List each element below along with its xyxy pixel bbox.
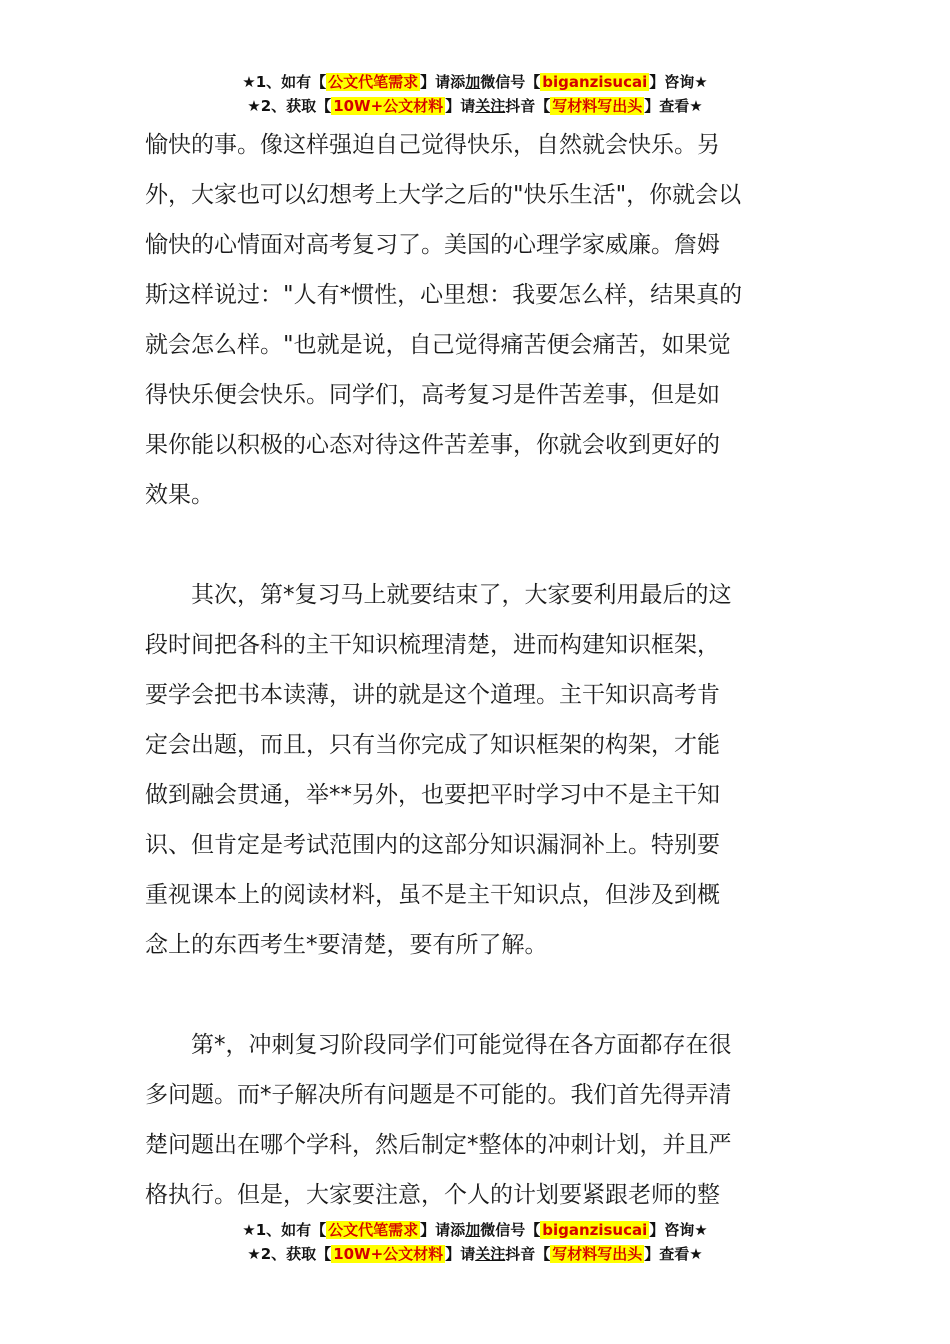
paragraph-spacer [145,970,810,1020]
text-line: 做到融会贯通，举**另外，也要把平时学习中不是主干知 [145,782,720,808]
text-line: 段时间把各科的主干知识梳理清楚，进而构建知识框架， [145,632,720,658]
paragraph-3 [145,1020,810,1220]
text-line: 愉快的心情面对高考复习了。美国的心理学家威廉。詹姆 [145,232,720,258]
text-line: 定会出题，而且，只有当你完成了知识框架的构架，才能 [145,732,720,758]
text-line: 就会怎么样。"也就是说，自己觉得痛苦便会痛苦，如果觉 [145,332,731,358]
document-body [145,120,810,1220]
text-line: 其次，第*复习马上就要结束了，大家要利用最后的这 [145,582,732,608]
highlight-wechat-id: biganzisucai [542,73,648,91]
text-line: 斯这样说过："人有*惯性，心里想：我要怎么样，结果真的 [145,282,743,308]
highlight-materials: 10W+公文材料 [333,97,444,115]
text-line: 效果。 [145,482,214,508]
highlight-service: 公文代笔需求 [328,1221,419,1239]
paragraph-2 [145,570,810,970]
highlight-douyin: 写材料写出头 [552,97,643,115]
banner-line-2: ★2、获取【 10W+公文材料 】请关注抖音【 写材料写出头 】查看★ [247,1245,703,1263]
text-line: 愉快的事。像这样强迫自己觉得快乐，自然就会快乐。另 [145,132,720,158]
text-line: 多问题。而*子解决所有问题是不可能的。我们首先得弄清 [145,1082,732,1108]
text-line: 念上的东西考生*要清楚，要有所了解。 [145,932,548,958]
text-line: 果你能以积极的心态对待这件苦差事，你就会收到更好的 [145,432,720,458]
text-line: 得快乐便会快乐。同学们，高考复习是件苦差事，但是如 [145,382,720,408]
text-line: 识、但肯定是考试范围内的这部分知识漏洞补上。特别要 [145,832,720,858]
paragraph-spacer [145,520,810,570]
footer-banner [0,1218,950,1266]
text-line: 第*，冲刺复习阶段同学们可能觉得在各方面都存在很 [145,1032,732,1058]
banner-line-1: ★1、如有【 公文代笔需求 】请添加微信号【 biganzisucai 】咨询★ [242,1221,708,1239]
highlight-wechat-id: biganzisucai [542,1221,648,1239]
banner-line-2: ★2、获取【 10W+公文材料 】请关注抖音【 写材料写出头 】查看★ [247,97,703,115]
text-line: 要学会把书本读薄，讲的就是这个道理。主干知识高考肯 [145,682,720,708]
highlight-materials: 10W+公文材料 [333,1245,444,1263]
banner-line-1: ★1、如有【 公文代笔需求 】请添加微信号【 biganzisucai 】咨询★ [242,73,708,91]
paragraph-1 [145,120,810,520]
text-line: 重视课本上的阅读材料，虽不是主干知识点，但涉及到概 [145,882,720,908]
highlight-douyin: 写材料写出头 [552,1245,643,1263]
text-line: 格执行。但是，大家要注意，个人的计划要紧跟老师的整 [145,1182,720,1208]
text-line: 外，大家也可以幻想考上大学之后的"快乐生活"，你就会以 [145,182,742,208]
header-banner [0,70,950,118]
highlight-service: 公文代笔需求 [328,73,419,91]
text-line: 楚问题出在哪个学科，然后制定*整体的冲刺计划，并且严 [145,1132,732,1158]
